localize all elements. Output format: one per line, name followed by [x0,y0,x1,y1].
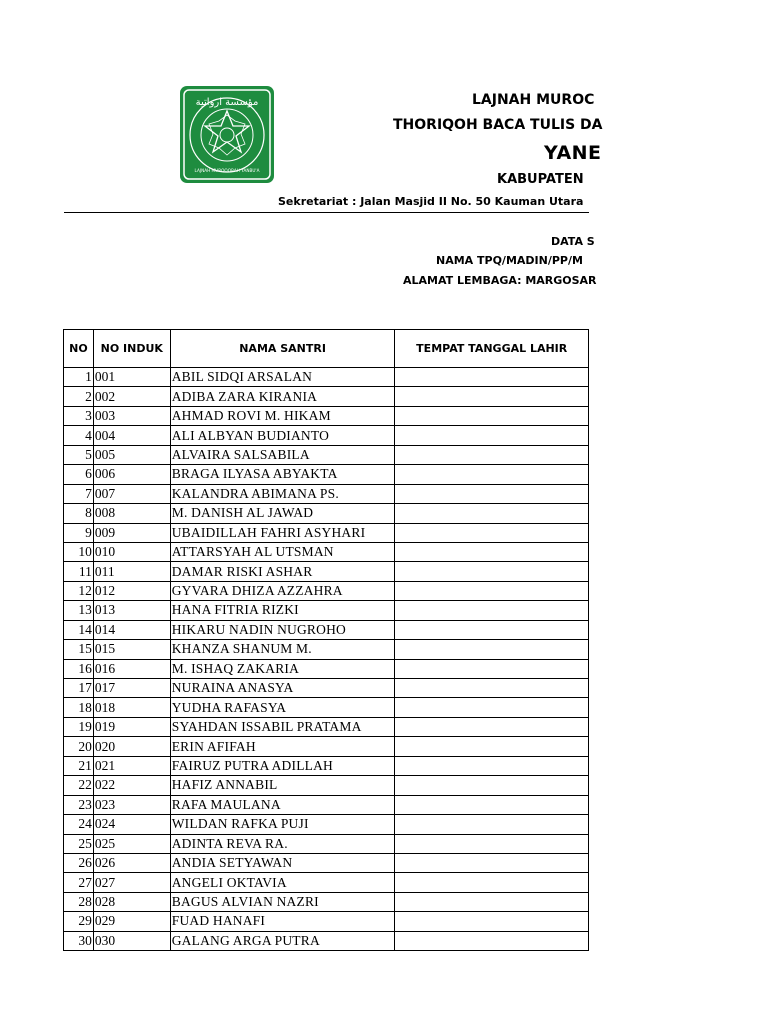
row-nama-santri: M. DANISH AL JAWAD [170,504,395,523]
row-number: 26 [64,853,94,872]
row-number: 14 [64,620,94,639]
table-row [64,426,589,445]
table-row [64,523,589,542]
row-number: 5 [64,445,94,464]
data-title: DATA S [551,235,595,248]
col-header-nama-santri: NAMA SANTRI [170,330,395,368]
row-ttl [395,912,589,931]
table-row [64,659,589,678]
row-number: 7 [64,484,94,503]
yanbua-title: YANE [544,142,602,164]
row-number: 21 [64,756,94,775]
row-no-induk: 010 [93,542,170,561]
row-ttl [395,873,589,892]
row-no-induk: 003 [93,406,170,425]
row-number: 6 [64,465,94,484]
row-no-induk: 017 [93,679,170,698]
row-no-induk: 006 [93,465,170,484]
row-number: 20 [64,737,94,756]
row-no-induk: 007 [93,484,170,503]
table-row [64,601,589,620]
table-row [64,542,589,561]
row-no-induk: 024 [93,815,170,834]
row-no-induk: 004 [93,426,170,445]
row-no-induk: 016 [93,659,170,678]
row-nama-santri: NURAINA ANASYA [170,679,395,698]
table-row [64,717,589,736]
table-row [64,853,589,872]
table-header-row [64,330,589,368]
row-nama-santri: GYVARA DHIZA AZZAHRA [170,581,395,600]
row-no-induk: 014 [93,620,170,639]
row-nama-santri: HAFIZ ANNABIL [170,776,395,795]
row-nama-santri: BAGUS ALVIAN NAZRI [170,892,395,911]
row-nama-santri: KHANZA SHANUM M. [170,640,395,659]
table-row [64,445,589,464]
row-no-induk: 030 [93,931,170,950]
svg-text:مؤسسة ارواتية: مؤسسة ارواتية [195,97,259,108]
row-nama-santri: AHMAD ROVI M. HIKAM [170,406,395,425]
row-nama-santri: ABIL SIDQI ARSALAN [170,368,395,387]
row-number: 4 [64,426,94,445]
col-header-no-induk: NO INDUK [93,330,170,368]
table-row [64,931,589,950]
row-ttl [395,717,589,736]
row-number: 25 [64,834,94,853]
row-nama-santri: HIKARU NADIN NUGROHO [170,620,395,639]
row-number: 1 [64,368,94,387]
row-no-induk: 018 [93,698,170,717]
row-nama-santri: ALVAIRA SALSABILA [170,445,395,464]
lajnah-logo [180,86,274,183]
row-nama-santri: ATTARSYAH AL UTSMAN [170,542,395,561]
row-nama-santri: ALI ALBYAN BUDIANTO [170,426,395,445]
header-divider [64,212,589,213]
row-ttl [395,445,589,464]
row-nama-santri: YUDHA RAFASYA [170,698,395,717]
row-ttl [395,640,589,659]
row-no-induk: 025 [93,834,170,853]
row-nama-santri: KALANDRA ABIMANA PS. [170,484,395,503]
row-ttl [395,465,589,484]
row-nama-santri: GALANG ARGA PUTRA [170,931,395,950]
row-ttl [395,698,589,717]
row-nama-santri: ADINTA REVA RA. [170,834,395,853]
regency-line: KABUPATEN [497,172,584,187]
row-number: 23 [64,795,94,814]
table-row [64,368,589,387]
table-row [64,640,589,659]
row-no-induk: 015 [93,640,170,659]
row-number: 3 [64,406,94,425]
secretariat-address: Sekretariat : Jalan Masjid II No. 50 Kauman Utara [278,195,584,208]
row-no-induk: 005 [93,445,170,464]
table-row [64,834,589,853]
row-ttl [395,815,589,834]
row-nama-santri: ERIN AFIFAH [170,737,395,756]
row-nama-santri: BRAGA ILYASA ABYAKTA [170,465,395,484]
row-nama-santri: FUAD HANAFI [170,912,395,931]
table-row [64,465,589,484]
row-no-induk: 022 [93,776,170,795]
row-ttl [395,853,589,872]
row-ttl [395,601,589,620]
row-number: 22 [64,776,94,795]
table-row [64,484,589,503]
row-number: 28 [64,892,94,911]
row-no-induk: 020 [93,737,170,756]
table-row [64,815,589,834]
table-row [64,892,589,911]
row-no-induk: 009 [93,523,170,542]
row-ttl [395,834,589,853]
row-nama-santri: M. ISHAQ ZAKARIA [170,659,395,678]
row-ttl [395,776,589,795]
row-no-induk: 012 [93,581,170,600]
table-row [64,504,589,523]
table-row [64,776,589,795]
institution-name: NAMA TPQ/MADIN/PP/M [436,254,583,267]
row-ttl [395,679,589,698]
row-no-induk: 027 [93,873,170,892]
row-ttl [395,562,589,581]
row-ttl [395,523,589,542]
row-ttl [395,368,589,387]
table-row [64,795,589,814]
row-no-induk: 011 [93,562,170,581]
table-row [64,756,589,775]
row-nama-santri: SYAHDAN ISSABIL PRATAMA [170,717,395,736]
table-row [64,387,589,406]
row-number: 19 [64,717,94,736]
table-row [64,620,589,639]
svg-text:LAJNAH MUROQOBAH YANBU'A: LAJNAH MUROQOBAH YANBU'A [194,168,260,173]
row-number: 17 [64,679,94,698]
row-ttl [395,931,589,950]
org-name-line: LAJNAH MUROC [472,92,595,108]
row-no-induk: 002 [93,387,170,406]
row-ttl [395,484,589,503]
method-line: THORIQOH BACA TULIS DA [393,117,603,133]
row-nama-santri: ANGELI OKTAVIA [170,873,395,892]
row-number: 9 [64,523,94,542]
row-nama-santri: HANA FITRIA RIZKI [170,601,395,620]
row-no-induk: 021 [93,756,170,775]
row-number: 12 [64,581,94,600]
col-header-ttl: TEMPAT TANGGAL LAHIR [395,330,589,368]
table-row [64,679,589,698]
col-header-no: NO [64,330,94,368]
row-number: 16 [64,659,94,678]
row-no-induk: 026 [93,853,170,872]
santri-table [63,329,589,951]
row-number: 8 [64,504,94,523]
row-number: 13 [64,601,94,620]
table-row [64,912,589,931]
row-no-induk: 013 [93,601,170,620]
row-ttl [395,737,589,756]
row-number: 29 [64,912,94,931]
row-number: 10 [64,542,94,561]
row-nama-santri: WILDAN RAFKA PUJI [170,815,395,834]
row-ttl [395,426,589,445]
row-nama-santri: FAIRUZ PUTRA ADILLAH [170,756,395,775]
table-row [64,737,589,756]
row-number: 27 [64,873,94,892]
table-row [64,873,589,892]
row-no-induk: 028 [93,892,170,911]
row-number: 24 [64,815,94,834]
row-number: 30 [64,931,94,950]
table-row [64,406,589,425]
row-ttl [395,659,589,678]
row-no-induk: 023 [93,795,170,814]
row-nama-santri: UBAIDILLAH FAHRI ASYHARI [170,523,395,542]
row-ttl [395,756,589,775]
row-no-induk: 019 [93,717,170,736]
row-nama-santri: ANDIA SETYAWAN [170,853,395,872]
institution-address: ALAMAT LEMBAGA: MARGOSAR [403,274,597,287]
row-ttl [395,387,589,406]
table-row [64,581,589,600]
row-no-induk: 029 [93,912,170,931]
row-number: 11 [64,562,94,581]
row-ttl [395,406,589,425]
row-ttl [395,581,589,600]
row-number: 2 [64,387,94,406]
row-nama-santri: DAMAR RISKI ASHAR [170,562,395,581]
row-ttl [395,795,589,814]
row-ttl [395,504,589,523]
row-nama-santri: ADIBA ZARA KIRANIA [170,387,395,406]
row-nama-santri: RAFA MAULANA [170,795,395,814]
row-ttl [395,892,589,911]
row-number: 18 [64,698,94,717]
table-row [64,562,589,581]
table-row [64,698,589,717]
row-ttl [395,620,589,639]
row-number: 15 [64,640,94,659]
row-no-induk: 001 [93,368,170,387]
row-no-induk: 008 [93,504,170,523]
row-ttl [395,542,589,561]
